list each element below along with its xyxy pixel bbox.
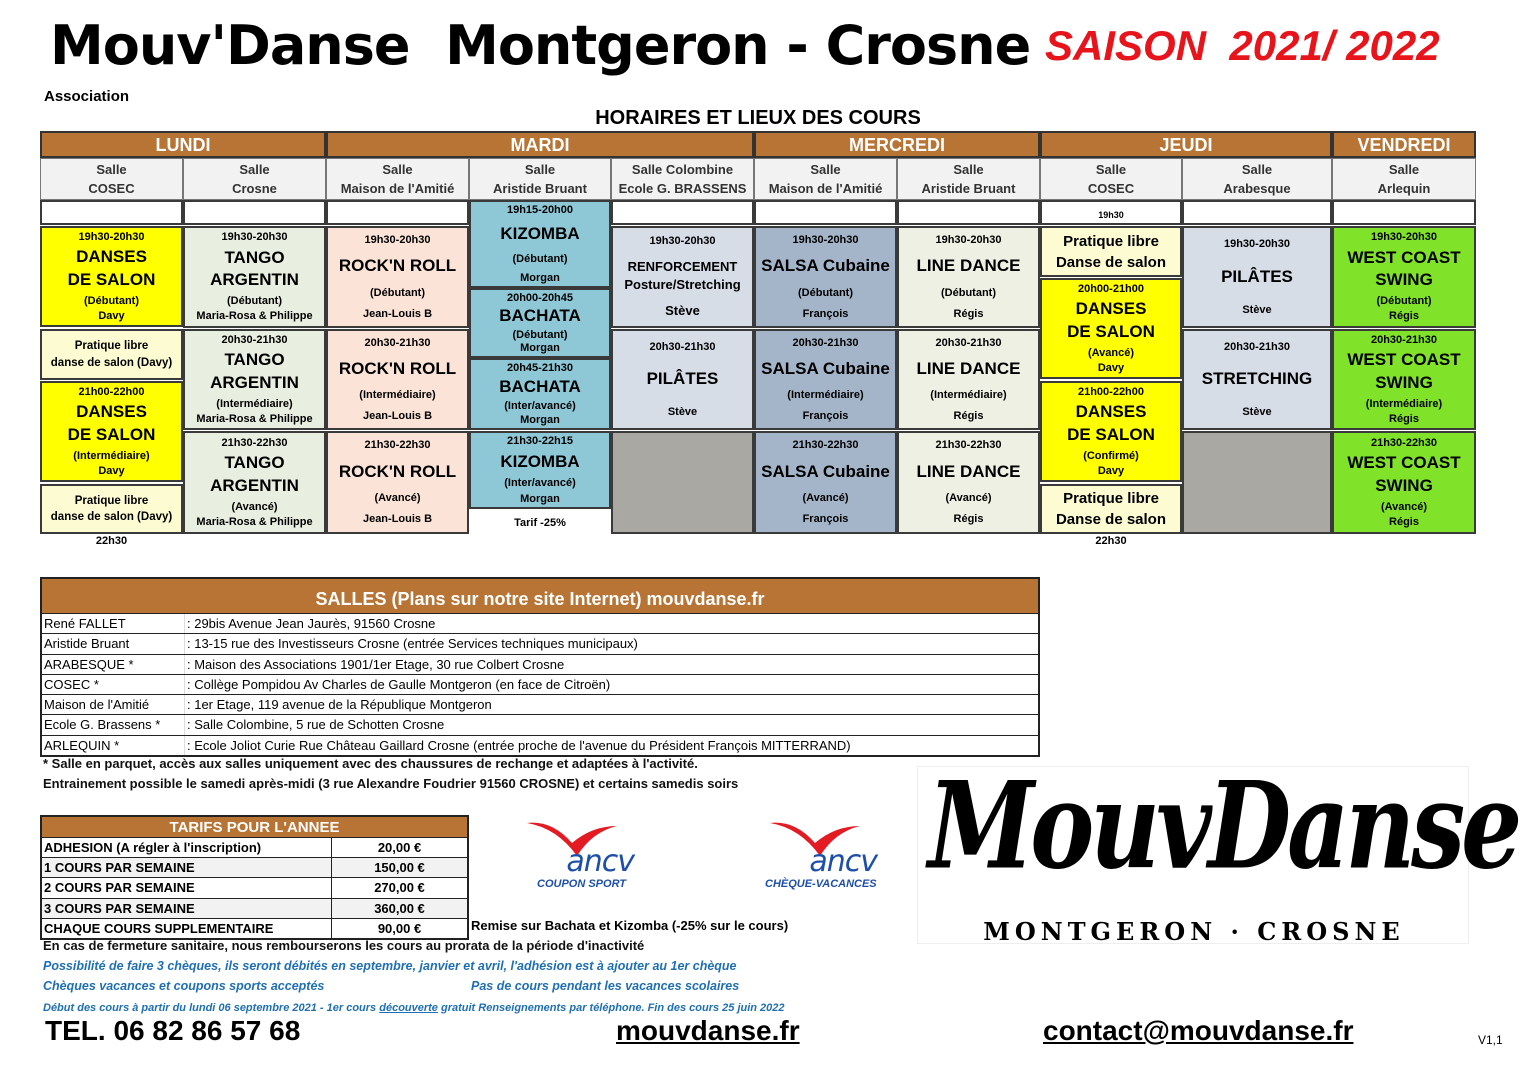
class-name: TANGO ARGENTIN (210, 350, 299, 393)
class-teacher: François (802, 307, 849, 320)
class-time: 19h30-20h30 (1223, 237, 1291, 250)
end-label: Tarif -25% (514, 517, 566, 529)
class-cell (326, 329, 469, 430)
empty-cell (611, 431, 754, 534)
class-name: BACHATA (499, 376, 581, 396)
class-teacher: Régis (953, 307, 984, 320)
class-time: 19h30-20h30 (792, 234, 859, 247)
class-cell (897, 329, 1040, 430)
class-cell (1182, 329, 1332, 430)
day-header: MERCREDI (754, 131, 1040, 158)
class-level: (Débutant) (512, 252, 568, 265)
tarif-label: 1 COURS PAR SEMAINE (42, 858, 332, 877)
class-teacher: François (802, 513, 849, 526)
class-cell (469, 288, 611, 358)
class-name: DANSES DE SALON (1067, 402, 1155, 445)
class-name: LINE DANCE (916, 256, 1021, 276)
empty-slot (897, 200, 1040, 225)
class-time: 20h30-21h30 (649, 340, 716, 353)
salle-name: Maison de l'Amitié (42, 695, 185, 714)
class-name: ROCK'N ROLL (338, 358, 457, 378)
holidays-note: Pas de cours pendant les vacances scolaires (471, 979, 740, 993)
ancv-word: ancv (566, 844, 634, 879)
salle-place: Crosne (232, 181, 277, 196)
accepted-note: Chèques vacances et coupons sports acceptés (43, 979, 325, 993)
class-level: (Avancé) (945, 492, 992, 505)
decouverte-link[interactable]: découverte (379, 1002, 438, 1014)
salle-name: René FALLET (42, 614, 185, 633)
empty-slot (611, 200, 754, 225)
ancv-sub: COUPON SPORT (537, 878, 627, 890)
salle-label: Salle (96, 162, 127, 177)
class-level: (Avancé) (1087, 346, 1135, 359)
salle-name: ARLEQUIN * (42, 736, 185, 755)
class-cell (897, 226, 1040, 328)
salles-table (40, 577, 1040, 757)
salle-place: COSEC (88, 181, 135, 196)
empty-slot (326, 200, 469, 225)
tarifs-table (40, 815, 469, 940)
note-cell (40, 329, 183, 380)
class-level: (Débutant) (1376, 295, 1432, 308)
class-level: (Débutant) (227, 295, 282, 308)
class-cell (183, 431, 326, 534)
class-name: SALSA Cubaine (761, 358, 890, 378)
empty-slot (1040, 200, 1182, 225)
empty-slot (1332, 200, 1476, 225)
tarif-row (42, 918, 467, 938)
class-name: SALSA Cubaine (761, 256, 890, 276)
class-teacher: Morgan (520, 271, 560, 284)
mouvdanse-logo (917, 754, 1519, 946)
class-teacher: Régis (1389, 412, 1419, 425)
class-cell (1040, 381, 1182, 482)
salle-header (183, 158, 326, 200)
class-level: (Débutant) (84, 294, 139, 307)
logo-subtitle: MONTGERON · CROSNE (983, 917, 1405, 946)
salle-place: Ecole G. BRASSENS (618, 181, 747, 196)
class-level: (Intermédiaire) (1365, 397, 1443, 410)
ancv-coupon-sport-logo (522, 818, 642, 898)
class-cell (40, 226, 183, 327)
class-level: (Débutant) (512, 328, 568, 341)
class-level: (Avancé) (1380, 500, 1428, 513)
empty-slot (1182, 200, 1332, 225)
class-time: 21h00-22h00 (78, 386, 145, 399)
class-teacher: Morgan (520, 492, 560, 505)
salle-header (40, 158, 183, 200)
class-name: KIZOMBA (500, 224, 580, 244)
ancv-cheque-vacances-logo (765, 818, 885, 898)
salle-header (754, 158, 897, 200)
class-note: Pratique libre danse de salon (Davy) (50, 340, 173, 369)
class-name: DANSES DE SALON (67, 247, 156, 290)
version-label: V1,1 (1478, 1033, 1503, 1047)
ancv-word: ancv (809, 844, 877, 879)
salle-place: Aristide Bruant (493, 181, 587, 196)
class-level: (Confirmé) (1083, 449, 1139, 462)
salle-row (42, 613, 1038, 633)
salle-name: COSEC * (42, 675, 185, 694)
class-note: Pratique libre danse de salon (Davy) (50, 494, 173, 523)
class-note: RENFORCEMENT Posture/Stretching (624, 258, 741, 292)
class-level: (Débutant) (798, 286, 853, 299)
salle-header (1332, 158, 1476, 200)
website-link[interactable]: mouvdanse.fr (616, 1015, 800, 1046)
salle-row (42, 714, 1038, 734)
salle-header (469, 158, 611, 200)
tarif-label: ADHESION (A régler à l'inscription) (42, 838, 332, 857)
class-level: (Intermédiaire) (359, 389, 436, 402)
class-time: 20h00-20h45 (506, 292, 574, 304)
tarif-price: 150,00 € (374, 860, 425, 876)
day-header: LUNDI (40, 131, 326, 158)
salle-address: : 29bis Avenue Jean Jaurès, 91560 Crosne (187, 616, 436, 631)
start-text: Début des cours à partir du lundi 06 septembre 2021 - 1er cours (43, 1002, 380, 1014)
class-cell (326, 226, 469, 328)
salle-address: : 13-15 rue des Investisseurs Crosne (entrée Services techniques municipaux) (187, 636, 638, 652)
salle-row (42, 735, 1038, 755)
discount-note: Remise sur Bachata et Kizomba (-25% sur le cours) (471, 918, 789, 933)
class-teacher: Régis (1389, 310, 1419, 323)
class-name: KIZOMBA (500, 451, 580, 471)
salle-address: : Collège Pompidou Av Charles de Gaulle Montgeron (en face de Citroën) (187, 676, 611, 692)
salle-address: : Salle Colombine, 5 rue de Schotten Crosne (187, 717, 445, 733)
class-cell (1040, 278, 1182, 379)
class-name: LINE DANCE (916, 358, 1021, 378)
class-cell (1332, 329, 1476, 430)
end-label: 22h30 (1095, 535, 1127, 547)
logo-script: MouvDanse (928, 754, 1519, 897)
salle-header (897, 158, 1040, 200)
salle-label: Salle (239, 162, 270, 177)
ancv-sub: CHÈQUE-VACANCES (765, 878, 877, 890)
class-time: 20h30-21h30 (221, 334, 288, 347)
class-teacher: Régis (1389, 516, 1419, 529)
class-cell (469, 200, 611, 288)
class-note: Pratique libre Danse de salon (1055, 490, 1167, 528)
class-name: SALSA Cubaine (761, 461, 890, 481)
empty-slot (754, 200, 897, 225)
class-name: ROCK'N ROLL (338, 461, 457, 481)
salle-label: Salle (1388, 162, 1420, 177)
salle-header (611, 158, 754, 200)
day-header: JEUDI (1040, 131, 1332, 158)
class-level: (Intermédiaire) (787, 389, 864, 402)
class-time: 21h00-22h00 (1077, 386, 1145, 399)
season-label: SAISON 2021/ 2022 (1045, 22, 1440, 69)
class-time: 20h45-21h30 (506, 362, 574, 374)
tarif-label: CHAQUE COURS SUPPLEMENTAIRE (42, 919, 332, 938)
class-teacher: Morgan (520, 341, 560, 354)
salle-address: : Ecole Joliot Curie Rue Château Gaillard Crosne (entrée proche de l'avenue du Président François MITTERRAND) (187, 737, 851, 753)
salle-label: Salle (953, 162, 984, 177)
class-time: 19h30-20h30 (78, 231, 145, 244)
class-level: (Inter/avancé) (504, 477, 576, 490)
association-label: Association (44, 88, 130, 105)
salle-header (326, 158, 469, 200)
schedule-title: HORAIRES ET LIEUX DES COURS (595, 107, 921, 129)
class-name: TANGO ARGENTIN (210, 452, 299, 495)
empty-cell (1182, 431, 1332, 534)
tarif-price: 270,00 € (374, 880, 425, 896)
day-header: MARDI (326, 131, 754, 158)
class-level: (Débutant) (370, 286, 425, 299)
salle-place: Aristide Bruant (921, 181, 1016, 196)
parquet-note: * Salle en parquet, accès aux salles uniquement avec des chaussures de rechange et adaptées à l'activité. (43, 756, 698, 771)
class-time: 21h30-22h30 (935, 439, 1002, 452)
class-level: (Avancé) (374, 492, 421, 505)
class-time: 20h30-21h30 (364, 337, 431, 350)
salle-label: Salle Colombine (631, 162, 734, 177)
salle-row (42, 674, 1038, 694)
class-cell (1332, 431, 1476, 534)
class-level: (Intermédiaire) (930, 389, 1007, 402)
class-time: 19h15-20h00 (506, 204, 574, 216)
class-teacher: Stève (667, 406, 698, 419)
class-cell (754, 226, 897, 328)
class-time: 19h30-20h30 (649, 235, 716, 248)
class-time: 20h30-21h30 (1223, 340, 1291, 353)
salle-address: : 1er Etage, 119 avenue de la République Montgeron (187, 697, 492, 713)
class-cell (611, 329, 754, 430)
tarif-row (42, 877, 467, 897)
season-dates-note (43, 1002, 785, 1014)
class-time: 21h30-22h15 (506, 435, 574, 447)
class-cell (469, 358, 611, 430)
class-time: 20h00-21h00 (1077, 283, 1145, 296)
class-time: 21h30-22h30 (364, 439, 431, 452)
salle-place: Maison de l'Amitié (768, 181, 883, 196)
class-time: 20h30-21h30 (792, 337, 859, 350)
tarif-row (42, 837, 467, 857)
tarif-price: 90,00 € (377, 920, 422, 936)
tarif-label: 2 COURS PAR SEMAINE (42, 878, 332, 897)
day-header: VENDREDI (1332, 131, 1476, 158)
salle-place: COSEC (1087, 181, 1135, 196)
training-note: Entrainement possible le samedi après-midi (3 rue Alexandre Foudrier 91560 CROSNE) et certains samedis soirs (43, 776, 739, 791)
salle-label: Salle (810, 162, 841, 177)
class-teacher: Maria-Rosa & Philippe (196, 516, 313, 529)
class-teacher: Davy (1097, 361, 1125, 374)
tarif-price: 20,00 € (377, 840, 422, 855)
class-time: 21h30-22h30 (1370, 436, 1438, 449)
salle-label: Salle (1241, 162, 1273, 177)
note-cell (1040, 484, 1182, 534)
salle-name: Aristide Bruant (42, 634, 185, 653)
tarifs-header: TARIFS POUR L'ANNEE (42, 817, 467, 837)
class-name: BACHATA (499, 306, 581, 326)
tarif-row (42, 857, 467, 877)
class-cell (469, 431, 611, 509)
class-teacher: Régis (953, 513, 984, 526)
class-cell (754, 329, 897, 430)
class-time: 19h30-20h30 (1370, 231, 1438, 244)
class-name: DANSES DE SALON (67, 402, 156, 445)
end-label: 22h30 (95, 535, 128, 547)
empty-slot (183, 200, 326, 225)
class-note: Pratique libre Danse de salon (1055, 232, 1167, 271)
salle-name: ARABESQUE * (42, 655, 185, 674)
class-time: 20h30-21h30 (1370, 334, 1438, 347)
salle-label: Salle (1095, 162, 1127, 177)
note-cell (1040, 226, 1182, 277)
class-time: 19h30-20h30 (364, 234, 431, 247)
class-cell (754, 431, 897, 534)
class-cell (1332, 226, 1476, 328)
salle-header (1040, 158, 1182, 200)
class-name: WEST COAST SWING (1347, 350, 1461, 393)
class-time: 20h30-21h30 (935, 337, 1002, 350)
class-time: 21h30-22h30 (221, 436, 288, 449)
class-name: TANGO ARGENTIN (210, 247, 299, 290)
note-cell (40, 484, 183, 534)
salle-place: Maison de l'Amitié (340, 181, 455, 196)
class-name: STRETCHING (1201, 369, 1313, 389)
tarif-price: 360,00 € (374, 900, 425, 916)
salle-row (42, 654, 1038, 674)
class-cell (897, 431, 1040, 534)
class-teacher: Jean-Louis B (362, 513, 433, 526)
class-cell (40, 381, 183, 482)
phone-number: TEL. 06 82 86 57 68 (45, 1015, 301, 1046)
class-level: (Intermédiaire) (73, 449, 150, 462)
class-teacher: Maria-Rosa & Philippe (196, 310, 313, 323)
page-title: Mouv'Danse Montgeron - Crosne (50, 14, 1031, 77)
tarif-label: 3 COURS PAR SEMAINE (42, 899, 332, 918)
salle-row (42, 694, 1038, 714)
class-level: (Avancé) (802, 492, 849, 505)
class-time: 19h30-20h30 (221, 231, 288, 244)
tarif-row (42, 898, 467, 918)
class-teacher: Davy (98, 464, 125, 477)
note-cell (611, 226, 754, 328)
salle-place: Arlequin (1377, 181, 1431, 196)
class-level: (Inter/avancé) (504, 400, 576, 413)
class-teacher: Jean-Louis B (362, 307, 433, 320)
class-teacher: Maria-Rosa & Philippe (196, 412, 313, 425)
salle-label: Salle (524, 162, 556, 177)
class-cell (183, 329, 326, 430)
class-level: (Avancé) (231, 500, 278, 513)
cheques-note: Possibilité de faire 3 chèques, ils seront débités en septembre, janvier et avril, l'adhésion est à ajouter au 1er chèque (43, 959, 737, 973)
salle-address: : Maison des Associations 1901/1er Etage, 30 rue Colbert Crosne (187, 656, 565, 672)
refund-note: En cas de fermeture sanitaire, nous rembourserons les cours au prorata de la période d'inactivité (43, 938, 645, 953)
class-level: (Intermédiaire) (216, 397, 293, 410)
class-name: WEST COAST SWING (1347, 247, 1461, 290)
salle-name: Ecole G. Brassens * (42, 715, 185, 734)
salle-header (1182, 158, 1332, 200)
class-teacher: Régis (953, 409, 984, 422)
class-cell (326, 431, 469, 534)
class-level: (Débutant) (941, 286, 996, 299)
class-name: DANSES DE SALON (1067, 299, 1155, 342)
end-text: gratuit Renseignements par téléphone. Fin des cours 25 juin 2022 (437, 1002, 785, 1014)
class-teacher: Stève (665, 303, 700, 319)
class-teacher: François (802, 409, 849, 422)
class-cell (183, 226, 326, 328)
salle-place: Arabesque (1223, 181, 1291, 196)
class-name: ROCK'N ROLL (338, 256, 457, 276)
class-teacher: Davy (1097, 464, 1125, 477)
class-name: PILÂTES (646, 369, 719, 389)
start-time: 19h30 (1098, 210, 1124, 221)
class-teacher: Morgan (520, 413, 560, 426)
class-teacher: Stève (1242, 406, 1272, 419)
salle-row (42, 633, 1038, 653)
class-teacher: Jean-Louis B (362, 409, 433, 422)
empty-slot (40, 200, 183, 225)
salles-header: SALLES (Plans sur notre site Internet) mouvdanse.fr (42, 579, 1038, 613)
class-teacher: Stève (1242, 304, 1272, 317)
class-cell (1182, 226, 1332, 328)
class-time: 21h30-22h30 (792, 439, 859, 452)
salle-label: Salle (382, 162, 413, 177)
class-time: 19h30-20h30 (935, 234, 1002, 247)
class-name: PILÂTES (1221, 266, 1293, 286)
class-name: WEST COAST SWING (1347, 452, 1461, 495)
email-link[interactable]: contact@mouvdanse.fr (1043, 1015, 1354, 1046)
class-teacher: Davy (98, 309, 125, 322)
class-name: LINE DANCE (916, 461, 1021, 481)
